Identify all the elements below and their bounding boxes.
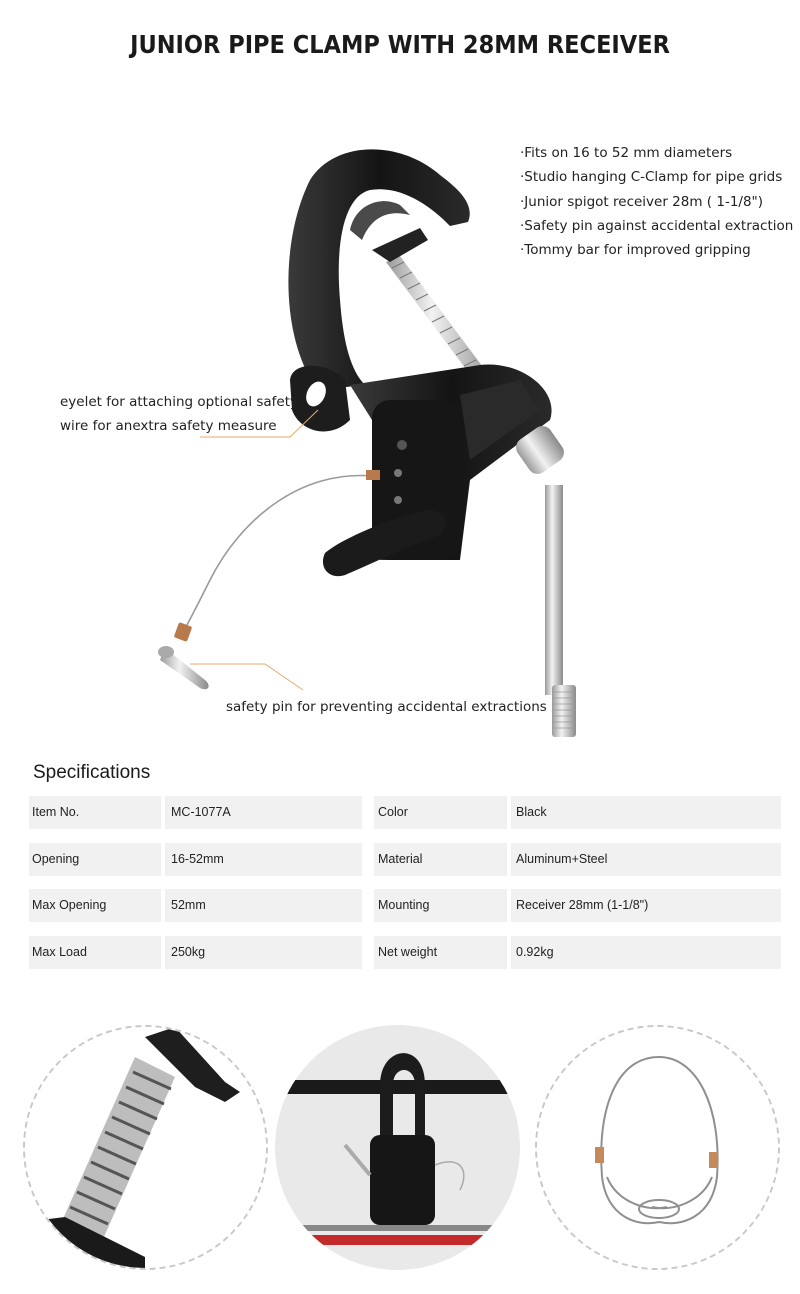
spec-label: Net weight <box>374 936 507 969</box>
specifications-table <box>29 796 781 982</box>
spec-label: Item No. <box>29 796 161 829</box>
spec-label: Opening <box>29 843 161 876</box>
spec-value: 52mm <box>165 889 362 922</box>
spec-value: 250kg <box>165 936 362 969</box>
safety-pin <box>158 646 209 689</box>
feature-item: ·Studio hanging C-Clamp for pipe grids <box>520 169 783 186</box>
feature-item: ·Tommy bar for improved gripping <box>520 242 751 259</box>
feature-item: ·Safety pin against accidental extraction <box>520 217 794 234</box>
spec-value: 16-52mm <box>165 843 362 876</box>
spec-value: Aluminum+Steel <box>511 843 781 876</box>
spec-label: Max Opening <box>29 889 161 922</box>
spec-value: Black <box>511 796 781 829</box>
pin-callout: safety pin for preventing accidental extractions <box>226 699 547 715</box>
feature-list <box>520 143 793 264</box>
spec-value: MC-1077A <box>165 796 362 829</box>
detail-wire-image <box>535 1025 780 1270</box>
feature-item: ·Junior spigot receiver 28m ( 1-1/8") <box>520 193 764 210</box>
c-clamp-jaw <box>288 149 469 390</box>
spec-label: Mounting <box>374 889 507 922</box>
table-row <box>29 796 781 829</box>
specifications-title: Specifications <box>33 762 151 783</box>
page-title: JUNIOR PIPE CLAMP WITH 28MM RECEIVER <box>130 30 670 59</box>
spec-label: Max Load <box>29 936 161 969</box>
eyelet-callout-line1: eyelet for attaching optional safety <box>60 394 299 410</box>
spec-value: 0.92kg <box>511 936 781 969</box>
table-row <box>29 889 781 922</box>
spec-label: Material <box>374 843 507 876</box>
detail-mounted-image <box>275 1025 520 1270</box>
table-row <box>29 843 781 876</box>
swivel-handle <box>512 422 576 737</box>
eyelet-callout-line2: wire for anextra safety measure <box>60 418 277 434</box>
spec-value: Receiver 28mm (1-1/8") <box>511 889 781 922</box>
table-row <box>29 936 781 969</box>
feature-item: ·Fits on 16 to 52 mm diameters <box>520 145 733 161</box>
eyelet-callout <box>60 390 298 438</box>
detail-screw-image <box>23 1025 268 1270</box>
spec-label: Color <box>374 796 507 829</box>
